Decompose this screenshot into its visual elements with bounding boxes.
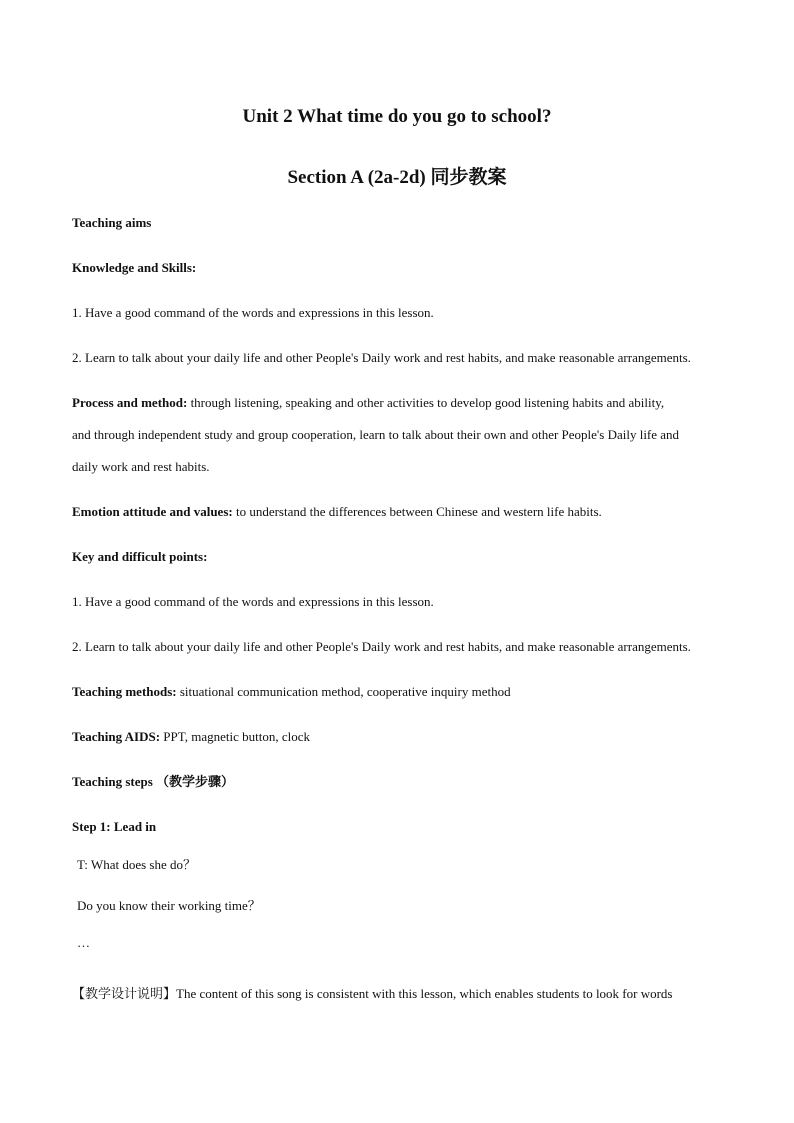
teaching-methods-text: situational communication method, cooperative inquiry method (176, 684, 511, 699)
step-1-heading: Step 1: Lead in (72, 819, 157, 834)
teaching-aids-label: Teaching AIDS: (72, 729, 161, 744)
step-1-question-1: T: What does she do？ (77, 857, 196, 872)
teaching-methods-label: Teaching methods: (72, 684, 177, 699)
design-note-text: The content of this song is consistent with this lesson, which enables students to look for words (176, 986, 673, 1001)
key-point-item-2: 2. Learn to talk about your daily life and other People's Daily work and rest habits, and make reasonable arrangements. (72, 639, 691, 654)
key-points-heading: Key and difficult points: (72, 549, 208, 564)
process-method-line-3: daily work and rest habits. (72, 459, 210, 474)
teaching-aids-text: PPT, magnetic button, clock (160, 729, 310, 744)
key-point-item-1: 1. Have a good command of the words and expressions in this lesson. (72, 594, 434, 609)
emotion-text: to understand the differences between Chinese and western life habits. (232, 504, 602, 519)
emotion-label: Emotion attitude and values: (72, 504, 233, 519)
knowledge-skills-heading: Knowledge and Skills: (72, 260, 197, 275)
teaching-aims-heading: Teaching aims (72, 215, 152, 230)
knowledge-item-2: 2. Learn to talk about your daily life and other People's Daily work and rest habits, and make reasonable arrangements. (72, 350, 691, 365)
step-1-ellipsis: … (77, 935, 90, 950)
knowledge-item-1: 1. Have a good command of the words and expressions in this lesson. (72, 305, 434, 320)
document-subtitle: Section A (2a-2d) 同步教案 (287, 167, 507, 188)
step-1-question-2: Do you know their working time？ (77, 898, 261, 913)
process-method-text-1: through listening, speaking and other activities to develop good listening habits and ability, (187, 395, 665, 410)
process-method-line-2: and through independent study and group cooperation, learn to talk about their own and other People's Daily life and (72, 427, 680, 442)
emotion-line (72, 504, 732, 520)
teaching-methods-line (72, 684, 732, 700)
teaching-aids-line (72, 729, 732, 745)
process-method-label: Process and method: (72, 395, 188, 410)
design-note-label: 【教学设计说明】 (72, 986, 177, 1001)
document-title: Unit 2 What time do you go to school? (242, 106, 552, 127)
process-method-line-1 (72, 395, 732, 411)
design-note-line (72, 986, 732, 1002)
teaching-steps-heading: Teaching steps （教学步骤） (72, 774, 235, 789)
